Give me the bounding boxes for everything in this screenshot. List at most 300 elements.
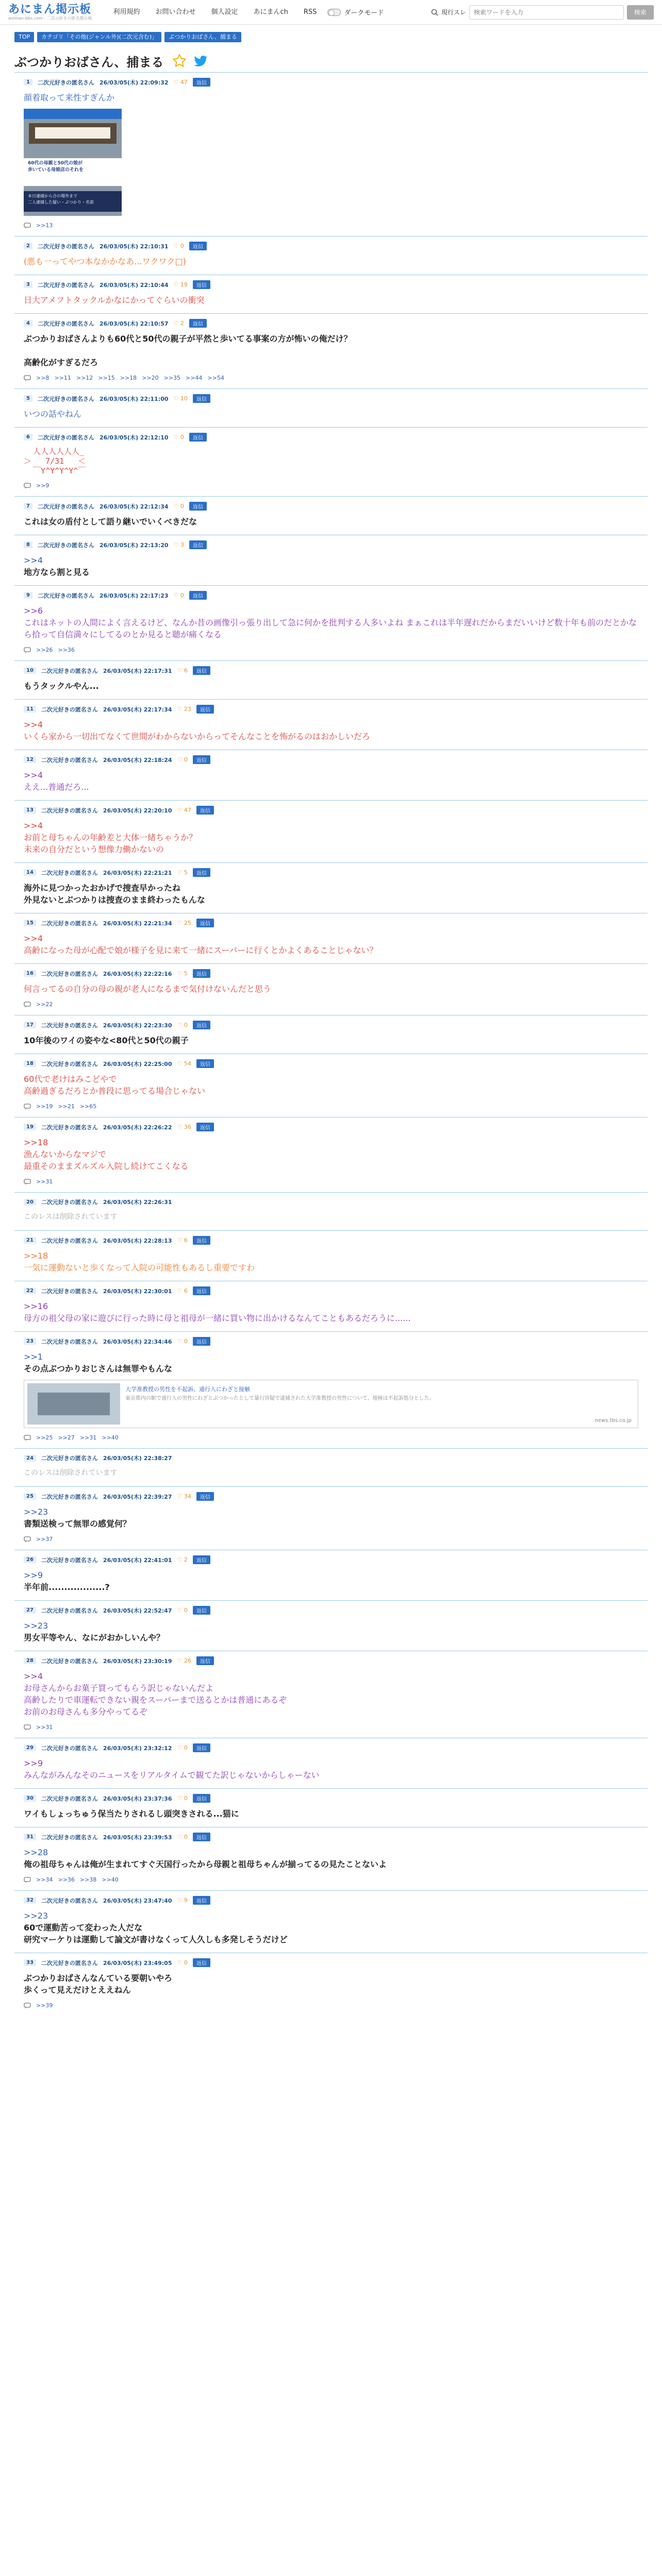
post-number[interactable]: 24: [24, 1455, 36, 1462]
reply-button[interactable]: 返信: [189, 433, 207, 442]
post: [14, 862, 648, 913]
image-caption: [24, 158, 122, 186]
like-button[interactable]: [174, 320, 184, 327]
like-button[interactable]: [174, 79, 188, 86]
back-reference-link[interactable]: >>8: [36, 375, 49, 381]
post-header: [24, 1236, 638, 1245]
post-line: 俺の祖母ちゃんは俺が生まれてすぐ天国行ったから母親と祖母ちゃんが揃ってるの見たことないよ: [24, 1859, 387, 1869]
post-line: ＞ 7/31 ＜: [24, 456, 86, 466]
back-reference-link[interactable]: >>19: [36, 1103, 53, 1110]
reply-list-icon: [24, 375, 31, 381]
back-reference-link[interactable]: >>27: [58, 1434, 75, 1441]
post-date: 26/03/05(木) 22:12:34: [99, 503, 169, 510]
like-button[interactable]: [174, 541, 184, 548]
reply-button[interactable]: 返信: [193, 1606, 210, 1615]
post-body: [24, 294, 638, 306]
post-body: [24, 1670, 638, 1718]
post-header: [24, 806, 638, 815]
reply-anchor[interactable]: >>6: [24, 606, 43, 616]
heart-icon: ♡: [173, 503, 179, 510]
post: [14, 750, 648, 800]
logo-subtext: animan-bbs.com · 二次元好きの匿名掲示板: [8, 15, 92, 21]
like-button[interactable]: [177, 756, 188, 763]
post-date: 26/03/05(木) 22:26:22: [103, 1124, 172, 1131]
back-reference-link[interactable]: >>37: [36, 1536, 53, 1543]
like-count: 34: [184, 1493, 191, 1500]
back-reference-link[interactable]: >>44: [186, 375, 203, 381]
like-button[interactable]: [177, 1959, 188, 1966]
heart-icon: ♡: [173, 243, 179, 249]
post-number[interactable]: 10: [24, 667, 36, 674]
heart-icon: ♡: [173, 541, 179, 548]
post-date: 26/03/05(木) 22:20:10: [103, 807, 172, 814]
like-count: 0: [180, 503, 184, 510]
reply-button[interactable]: 返信: [196, 1059, 214, 1068]
back-reference-link[interactable]: >>12: [76, 375, 93, 381]
reply-button[interactable]: 返信: [196, 919, 214, 927]
reply-anchor[interactable]: >>4: [24, 770, 43, 780]
like-button[interactable]: [174, 281, 188, 288]
reply-button[interactable]: 返信: [189, 502, 207, 511]
like-button[interactable]: [177, 1022, 188, 1028]
post-line: 一気に運動ないと歩くなって入院の可能性もあるし重要ですわ: [24, 1263, 255, 1273]
post-header: [24, 1492, 638, 1501]
back-reference-link[interactable]: >>20: [142, 375, 159, 381]
back-reference-link[interactable]: >>34: [36, 1876, 53, 1883]
post-author: 二次元好きの匿名さん: [41, 1455, 98, 1462]
post-author: 二次元好きの匿名さん: [41, 920, 98, 927]
heart-icon: ♡: [173, 320, 179, 327]
post-body: [24, 1910, 638, 1945]
post-header: [24, 755, 638, 764]
post: [14, 1827, 648, 1890]
post-number[interactable]: 26: [24, 1556, 36, 1563]
post-number[interactable]: 18: [24, 1060, 36, 1067]
reply-button[interactable]: 返信: [193, 969, 210, 978]
post-body: [24, 516, 638, 528]
like-button[interactable]: [177, 1237, 188, 1244]
post-number[interactable]: 22: [24, 1287, 36, 1294]
like-button[interactable]: [177, 1607, 188, 1614]
post-body: [24, 1035, 638, 1046]
post-body: [24, 554, 638, 578]
post-number[interactable]: 29: [24, 1744, 36, 1751]
post-line: 60代で老けはみこどやで: [24, 1074, 117, 1084]
reply-anchor[interactable]: >>23: [24, 1507, 48, 1517]
post-line: 歩くって見えだけとええねん: [24, 1985, 131, 1995]
back-reference-link[interactable]: >>9: [36, 482, 49, 489]
back-reference-link[interactable]: >>54: [207, 375, 224, 381]
link-card[interactable]: [24, 1380, 638, 1428]
post-line: お前と母ちゃんの年齢差と大体一緒ちゃうか？: [24, 833, 197, 842]
like-button[interactable]: [177, 1287, 188, 1294]
post-header: [24, 1794, 638, 1803]
post-number[interactable]: 32: [24, 1897, 36, 1904]
reply-anchor[interactable]: >>23: [24, 1621, 48, 1631]
post-body: [24, 769, 638, 793]
nav-item-animanch[interactable]: あにまんch: [253, 8, 288, 16]
like-button[interactable]: [177, 1897, 188, 1904]
reply-button[interactable]: 返信: [196, 705, 214, 714]
like-button[interactable]: [177, 970, 188, 977]
post-footer: [24, 1434, 638, 1441]
post: [14, 1651, 648, 1738]
heart-icon: ♡: [177, 1556, 183, 1563]
like-button[interactable]: [177, 869, 188, 876]
post-spacer: [24, 345, 638, 357]
post: [14, 1448, 648, 1486]
reply-button[interactable]: 返信: [189, 242, 207, 250]
reply-anchor[interactable]: >>18: [24, 1251, 48, 1261]
post-footer: [24, 1876, 638, 1883]
like-count: 0: [184, 1959, 188, 1966]
post-body: [24, 1846, 638, 1870]
post-author: 二次元好きの匿名さん: [41, 1287, 98, 1295]
post-author: 二次元好きの匿名さん: [41, 1493, 98, 1500]
post-number[interactable]: 12: [24, 756, 36, 763]
back-reference-link[interactable]: >>40: [102, 1434, 119, 1441]
post-author: 二次元好きの匿名さん: [37, 79, 94, 86]
heart-icon: ♡: [177, 1338, 183, 1345]
dark-mode-toggle[interactable]: [327, 7, 384, 17]
post-number[interactable]: 5: [24, 395, 32, 402]
post-header: [24, 919, 638, 927]
post-date: 26/03/05(木) 22:13:20: [99, 541, 169, 549]
post-header: [24, 319, 638, 328]
post-number[interactable]: 15: [24, 920, 36, 926]
post-body: [24, 1506, 638, 1530]
nav-item-settings[interactable]: 個人設定: [211, 8, 238, 16]
heart-icon: ♡: [177, 1607, 183, 1614]
reply-button[interactable]: 返信: [196, 1656, 214, 1665]
post-body: [24, 933, 638, 956]
back-reference-link[interactable]: >>40: [102, 1876, 119, 1883]
search-button[interactable]: 検索: [627, 5, 654, 20]
post-header: [24, 1059, 638, 1068]
post-author: 二次元好きの匿名さん: [41, 807, 98, 814]
post-line: お母さんからお菓子買ってもらう訳じゃないんだよ: [24, 1683, 214, 1693]
nav-menu: [105, 0, 324, 25]
post-line: このレスは削除されています: [24, 1469, 118, 1477]
like-count: 2: [180, 320, 184, 327]
post-date: 26/03/05(木) 22:12:10: [99, 434, 169, 441]
like-button[interactable]: [177, 706, 191, 713]
post-number[interactable]: 14: [24, 869, 36, 876]
post: [14, 427, 648, 496]
post-line: (悪も一ってやつ本なかかなあ...ワクワク□): [24, 257, 186, 266]
search-input[interactable]: [469, 5, 624, 20]
breadcrumb-category[interactable]: カテゴリ「その他(ジャンル外)(二次元含む)」: [37, 32, 161, 42]
post-number[interactable]: 30: [24, 1795, 36, 1802]
toggle-switch[interactable]: [327, 9, 341, 16]
reply-anchor[interactable]: >>4: [24, 1671, 43, 1681]
reply-button[interactable]: 返信: [193, 78, 210, 87]
post: [14, 1015, 648, 1054]
post-number[interactable]: 3: [24, 281, 32, 288]
back-reference-link[interactable]: >>36: [58, 1876, 75, 1883]
post-line: 海外に見つかったおかげで捜査早かったね: [24, 883, 181, 893]
heart-icon: ♡: [177, 1959, 183, 1966]
back-reference-link[interactable]: >>21: [58, 1103, 75, 1110]
reply-button[interactable]: 返信: [193, 280, 210, 289]
reply-button[interactable]: 返信: [193, 1337, 210, 1346]
post-number[interactable]: 7: [24, 503, 32, 510]
post-author: 二次元好きの匿名さん: [37, 395, 94, 402]
heart-icon: ♡: [177, 667, 183, 674]
back-reference-link[interactable]: >>31: [36, 1178, 53, 1185]
post-line: 最重そのままズルズル入院し続けてこくなる: [24, 1161, 189, 1171]
post: [14, 496, 648, 535]
post-line: もうタックルやん...: [24, 681, 99, 691]
post-author: 二次元好きの匿名さん: [37, 243, 94, 250]
back-reference-link[interactable]: >>38: [79, 1876, 97, 1883]
post-author: 二次元好きの匿名さん: [41, 1607, 98, 1614]
reply-button[interactable]: 返信: [193, 1236, 210, 1245]
post-header: [24, 540, 638, 549]
back-reference-link[interactable]: >>35: [163, 375, 181, 381]
post-date: 26/03/05(木) 22:21:34: [103, 920, 172, 927]
reply-list-icon: [24, 1179, 31, 1185]
link-card-title[interactable]: 大学准教授の男性を不起訴、通行人にわざと接触: [125, 1386, 250, 1393]
like-button[interactable]: [177, 1060, 191, 1067]
post-line: 半年前..................?: [24, 1582, 110, 1592]
like-button[interactable]: [177, 807, 191, 814]
post-image[interactable]: [24, 109, 122, 216]
post-number[interactable]: 27: [24, 1607, 36, 1614]
like-button[interactable]: [174, 592, 184, 599]
post-date: 26/03/05(木) 22:26:31: [103, 1199, 172, 1206]
reply-anchor[interactable]: >>18: [24, 1138, 48, 1147]
post-author: 二次元好きの匿名さん: [41, 1556, 98, 1564]
post-number[interactable]: 6: [24, 434, 32, 440]
heart-icon: ♡: [177, 920, 183, 926]
heart-icon: ♡: [173, 79, 179, 86]
search-icon: [431, 9, 438, 16]
post-body: [24, 447, 638, 476]
post-body: [24, 1250, 638, 1274]
post-number[interactable]: 23: [24, 1338, 36, 1345]
reply-button[interactable]: 返信: [193, 755, 210, 764]
post-number[interactable]: 9: [24, 592, 32, 599]
post-author: 二次元好きの匿名さん: [37, 592, 94, 599]
heart-icon: ♡: [177, 1060, 183, 1067]
reply-button[interactable]: 返信: [193, 1896, 210, 1905]
reply-button[interactable]: 返信: [193, 1743, 210, 1752]
post-number[interactable]: 4: [24, 320, 32, 327]
post-line: これはネットの人間によく言えるけど、なんか昔の画像引っ張り出して急に何かを批判する人多いよね まぁこれは半年遅れだからまだいいけど数十年も前のだとかなら拾って自信満々にしてるのとか見ると聴が痛くなる: [24, 618, 637, 639]
like-button[interactable]: [177, 1124, 191, 1130]
reply-button[interactable]: 返信: [193, 1021, 210, 1029]
like-button[interactable]: [177, 920, 191, 926]
post-number[interactable]: 28: [24, 1657, 36, 1664]
like-button[interactable]: [177, 1657, 191, 1664]
nav-item-terms[interactable]: 利用規約: [113, 8, 140, 16]
reply-button[interactable]: 返信: [193, 1555, 210, 1564]
post-number[interactable]: 21: [24, 1237, 36, 1244]
reply-anchor[interactable]: >>4: [24, 934, 43, 943]
reply-button[interactable]: 返信: [193, 868, 210, 877]
reply-list-icon: [24, 1536, 31, 1543]
post-line: お前のお母さんも多分やってるぞ: [24, 1707, 148, 1717]
heart-icon: ♡: [177, 1657, 183, 1664]
like-button[interactable]: [174, 434, 184, 440]
post-line: みんながみんなそのニュースをリアルタイムで観てた訳じゃないからしゃーない: [24, 1770, 320, 1780]
back-reference-link[interactable]: >>11: [54, 375, 71, 381]
heart-icon: ♡: [177, 1124, 183, 1130]
post: [14, 1192, 648, 1230]
post-header: [24, 868, 638, 877]
post-number[interactable]: 11: [24, 706, 36, 713]
post-number[interactable]: 2: [24, 243, 32, 249]
reply-button[interactable]: 返信: [193, 1286, 210, 1295]
reply-button[interactable]: 返信: [196, 806, 214, 815]
post-number[interactable]: 25: [24, 1493, 36, 1500]
back-reference-link[interactable]: >>31: [79, 1434, 97, 1441]
reply-button[interactable]: 返信: [193, 666, 210, 675]
post-number[interactable]: 8: [24, 541, 32, 548]
like-count: 25: [184, 920, 191, 926]
like-button[interactable]: [174, 503, 184, 510]
like-button[interactable]: [177, 1795, 188, 1802]
reply-anchor[interactable]: >>4: [24, 720, 43, 730]
post-header: [24, 242, 638, 250]
heart-icon: ♡: [177, 706, 183, 713]
search-scope-select[interactable]: 現行スレ: [441, 9, 466, 16]
reply-button[interactable]: 返信: [196, 1123, 214, 1131]
post-date: 26/03/05(木) 22:09:32: [99, 79, 169, 86]
post-number[interactable]: 20: [24, 1199, 36, 1206]
post-author: 二次元好きの匿名さん: [41, 1834, 98, 1841]
post-body: [24, 1300, 638, 1324]
search-area: [431, 5, 654, 20]
heart-icon: ♡: [177, 807, 183, 814]
post-author: 二次元好きの匿名さん: [41, 1237, 98, 1244]
reply-button[interactable]: 返信: [193, 1958, 210, 1967]
like-count: 0: [180, 434, 184, 440]
post: [14, 72, 648, 236]
like-button[interactable]: [177, 1338, 188, 1345]
like-button[interactable]: [177, 1556, 188, 1563]
post-number[interactable]: 19: [24, 1124, 36, 1130]
back-reference-link[interactable]: >>13: [36, 222, 53, 229]
reply-anchor[interactable]: >>1: [24, 1352, 43, 1362]
heart-icon: ♡: [177, 1237, 183, 1244]
back-reference-link[interactable]: >>15: [98, 375, 115, 381]
post-body: [24, 983, 638, 995]
post-line: 日大アメフトタックルかなにかってぐらいの衝突: [24, 295, 205, 305]
like-count: 0: [184, 1744, 188, 1751]
post-line: いつの話やねん: [24, 409, 82, 419]
reply-list-icon: [24, 1435, 31, 1441]
back-reference-link[interactable]: >>36: [58, 647, 75, 653]
reply-button[interactable]: 返信: [193, 1833, 210, 1841]
post-date: 26/03/05(木) 22:34:46: [103, 1338, 172, 1345]
post-header: [24, 1198, 638, 1206]
reply-button[interactable]: 返信: [196, 1492, 214, 1501]
back-reference-link[interactable]: >>18: [120, 375, 137, 381]
reply-anchor[interactable]: >>4: [24, 821, 43, 831]
post-line: 高齢になった母が心配で娘が様子を見に来て一緒にスーパーに行くとかよくあることじゃない？: [24, 945, 378, 955]
like-count: 54: [184, 1060, 191, 1067]
post-date: 26/03/05(木) 22:30:01: [103, 1287, 172, 1295]
back-reference-link[interactable]: >>65: [79, 1103, 97, 1110]
like-button[interactable]: [177, 667, 188, 674]
reply-button[interactable]: 返信: [189, 319, 207, 328]
back-reference-link[interactable]: >>26: [36, 647, 53, 653]
post-line: 研究マーケりは運動して論文が書けなくって人久しも多発しそうだけど: [24, 1935, 288, 1944]
post-body: [24, 1972, 638, 1996]
reply-anchor[interactable]: >>4: [24, 555, 43, 565]
like-button[interactable]: [174, 243, 184, 249]
reply-button[interactable]: 返信: [189, 540, 207, 549]
reply-anchor[interactable]: >>28: [24, 1848, 48, 1857]
nav-item-contact[interactable]: お問い合わせ: [155, 8, 196, 16]
site-logo[interactable]: [8, 4, 92, 21]
post-line: 漁んないからなマジで: [24, 1149, 107, 1159]
post-line: ￣Y^Y^Y^Y^￣: [24, 466, 86, 476]
post: [14, 236, 648, 275]
post-author: 二次元好きの匿名さん: [41, 970, 98, 977]
logo-text[interactable]: あにまん掲示板: [8, 3, 92, 16]
post-date: 26/03/05(木) 22:41:01: [103, 1556, 172, 1564]
post-number[interactable]: 33: [24, 1959, 36, 1966]
reply-anchor[interactable]: >>23: [24, 1911, 48, 1921]
post-author: 二次元好きの匿名さん: [41, 1959, 98, 1967]
post: [14, 800, 648, 862]
post: [14, 1117, 648, 1192]
back-reference-link[interactable]: >>22: [36, 1001, 53, 1008]
like-count: 6: [184, 1237, 188, 1244]
post-date: 26/03/05(木) 22:52:47: [103, 1607, 172, 1614]
post-number[interactable]: 31: [24, 1834, 36, 1840]
post-body: [24, 1620, 638, 1643]
post-author: 二次元好きの匿名さん: [41, 1199, 98, 1206]
reply-button[interactable]: 返信: [189, 591, 207, 600]
like-button[interactable]: [177, 1834, 188, 1840]
post-header: [24, 1656, 638, 1665]
post-number[interactable]: 16: [24, 970, 36, 977]
back-reference-link[interactable]: >>31: [36, 1724, 53, 1731]
like-count: 3: [180, 541, 184, 548]
back-reference-link[interactable]: >>39: [36, 2002, 53, 2009]
post-number[interactable]: 17: [24, 1022, 36, 1028]
like-button[interactable]: [177, 1744, 188, 1751]
like-count: 0: [184, 1607, 188, 1614]
reply-anchor[interactable]: >>16: [24, 1301, 48, 1311]
like-count: 5: [184, 869, 188, 876]
breadcrumb-thread[interactable]: ぶつかりおばさん、捕まる: [164, 32, 241, 42]
breadcrumb-top[interactable]: TOP: [14, 32, 34, 42]
reply-anchor[interactable]: >>9: [24, 1570, 43, 1580]
favorite-star-icon[interactable]: [172, 53, 187, 69]
reply-button[interactable]: 返信: [193, 1794, 210, 1803]
post: [14, 660, 648, 699]
like-button[interactable]: [177, 1493, 191, 1500]
post-number[interactable]: 1: [24, 79, 32, 86]
reply-button[interactable]: 返信: [193, 394, 210, 403]
like-count: 0: [180, 243, 184, 249]
post-number[interactable]: 13: [24, 807, 36, 814]
post-header: [24, 705, 638, 714]
like-button[interactable]: [174, 395, 188, 402]
reply-anchor[interactable]: >>9: [24, 1758, 43, 1768]
nav-item-rss[interactable]: RSS: [303, 8, 317, 16]
heart-icon: ♡: [177, 1022, 183, 1028]
twitter-share-icon[interactable]: [192, 53, 209, 69]
post-header: [24, 433, 638, 442]
main-content: [0, 32, 662, 2016]
back-reference-link[interactable]: >>25: [36, 1434, 53, 1441]
